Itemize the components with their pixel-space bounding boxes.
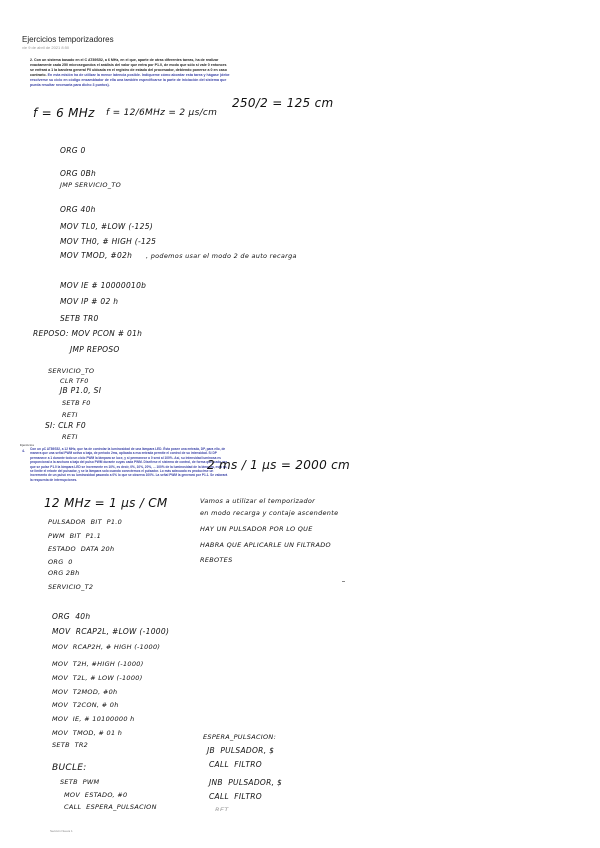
code-line: PWM BIT P1.1 — [48, 532, 102, 540]
code-line: JNB PULSADOR, $ — [209, 778, 283, 787]
exercise-2-statement — [30, 447, 230, 482]
code-line: MOV TMOD, # 01 h — [52, 729, 123, 737]
calc-period: f = 12/6MHz = 2 µs/cm — [106, 108, 218, 118]
code-line: MOV T2CON, # 0h — [52, 701, 119, 709]
code-line: SETB TR0 — [60, 314, 99, 323]
code-line: MOV IE, # 10100000 h — [52, 715, 135, 723]
code-line: CALL FILTRO — [209, 760, 262, 769]
code-line: MOV T2MOD, #0h — [52, 688, 118, 696]
code-line: ORG 40h — [52, 612, 91, 621]
note-line: REBOTES — [200, 556, 233, 564]
note-line: en modo recarga y contaje ascendente — [200, 509, 339, 517]
code-line: REPOSO: MOV PCON # 01h — [33, 329, 143, 338]
auto-reload-comment: , podemos usar el modo 2 de auto recarga — [146, 252, 297, 260]
page-date: vie 9 de abril de 2021 8:50 — [22, 45, 70, 50]
code-line: JMP SERVICIO_TO — [60, 181, 122, 189]
calc-frequency: f = 6 MHz — [33, 106, 95, 120]
exercise-1-statement-note: En esta misión ha de utilizar la menor latencia posible. Indíqueme cómo abordar esta tarea y hágase (debe resolverse su ciclo en código ensamblador de ella una también especificarse la parte de iniciación del sistema que pueda resultar necesaria para dicho 3 puntos). — [30, 73, 230, 87]
code-line: JB P1.0, SI — [60, 386, 102, 395]
code-line: ORG 40h — [60, 205, 96, 214]
code-line: MOV TH0, # HIGH (-125 — [60, 237, 157, 246]
code-line: MOV T2H, #HIGH (-1000) — [52, 660, 144, 668]
code-line: CLR TF0 — [60, 377, 89, 385]
note-line: HAY UN PULSADOR POR LO QUE — [200, 525, 313, 533]
code-line: MOV RCAP2L, #LOW (-1000) — [52, 627, 170, 636]
code-line: CALL ESPERA_PULSACION — [64, 803, 157, 811]
code-line: SETB PWM — [60, 778, 100, 786]
code-line: ORG 0Bh — [60, 169, 97, 178]
code-line: SETB F0 — [62, 399, 91, 407]
calc-ms: 2 ms / 1 µs = 2000 cm — [207, 458, 351, 472]
exercise-1-statement — [30, 58, 230, 88]
code-line: SI: CLR F0 — [45, 421, 86, 430]
code-line: JMP REPOSO — [70, 345, 120, 354]
code-line: ORG 0 — [60, 146, 86, 155]
code-line: MOV TL0, #LOW (-125) — [60, 222, 153, 231]
exercise-2-label: Ejercicios — [20, 443, 35, 447]
code-line: SERVICIO_TO — [48, 367, 95, 375]
code-line: ORG 0 — [48, 558, 73, 566]
code-line: ESPERA_PULSACION: — [203, 733, 277, 741]
code-line: MOV TMOD, #02h — [60, 251, 133, 260]
exercise-1-statement-text: 2. Con un sistema basado en el C AT89S52, a 6 MHz, en el que, aparte de otras diferentes tareas, ha de realizar exactamente cada 250 microsegundos el análisis del valor que entra por P1.0, de modo que sólo si vale 0 entonces se enfrará a 1 la bandera general F0 ubicada en el registro de estado del procesador, debiendo ponerse a 0 en caso contrario. — [30, 58, 227, 77]
exercise-2-number: 4. — [22, 449, 25, 453]
code-line: RETI — [62, 411, 78, 419]
note-line: Vamos a utilizar el temporizador — [200, 497, 316, 505]
calc-freq-12mhz: 12 MHz = 1 µs / CM — [44, 496, 168, 510]
code-line: ORG 2Bh — [48, 569, 80, 577]
stray-mark — [342, 581, 345, 582]
code-line: MOV T2L, # LOW (-1000) — [52, 674, 143, 682]
code-line: MOV IP # 02 h — [60, 297, 119, 306]
page-title: Ejercicios temporizadores — [22, 35, 114, 44]
code-line: BUCLE: — [52, 763, 87, 773]
code-line: SETB TR2 — [52, 741, 89, 749]
code-line: MOV ESTADO, #0 — [64, 791, 128, 799]
calc-count: 250/2 = 125 cm — [232, 96, 334, 110]
note-line: HABRA QUE APLICARLE UN FILTRADO — [200, 541, 331, 549]
code-line: ESTADO DATA 20h — [48, 545, 115, 553]
code-line: CALL FILTRO — [209, 792, 262, 801]
code-line: MOV IE # 10000010b — [60, 281, 147, 290]
code-line: SERVICIO_T2 — [48, 583, 94, 591]
code-line: JB PULSADOR, $ — [207, 746, 275, 755]
exercise-2-statement-text: Con un µC AT89S52, a 12 MHz, que ha de controlar la luminosidad de una lámpara LED. Ésta posee una entrada, DP, para ello, de manera que una señal PWM activa a baja, de periodo 2ms, aplicada a esa entrada permite el control de su intensidad. Si DP permanece a 1 durante todo un ciclo PWM la lámpara se luce, y si permanece a 0 será al 100%. Así, su intensidad luminosa es proporcional a la anchura a baja del pulso PWM durante cuyas cada PWM. Diseñese el sistema de control, de forma que, cada vez que se pulse P1.0 la lámpara LED se incremente en 10%, es decir, 0%, 10%, 20%, ... 100% de la luminosidad de la lámpara, esto es, se limite el rebote del pulsador, y se la lámpara solo cuando conectemos el pulsador. Lo más adecuado es producirse un incremento de un pulsó en su luminosidad pasando a 0% lo que se observa 100%. La señal PWM la generará por P1.1. Se valorará la respuesta de interrupciones. — [30, 447, 228, 482]
section-footer: Sección Nueva 1 — [50, 829, 73, 833]
code-line: MOV RCAP2H, # HIGH (-1000) — [52, 643, 161, 651]
code-line: RET — [215, 806, 229, 811]
code-line: PULSADOR BIT P1.0 — [48, 518, 123, 526]
code-line: RETI — [62, 433, 78, 441]
